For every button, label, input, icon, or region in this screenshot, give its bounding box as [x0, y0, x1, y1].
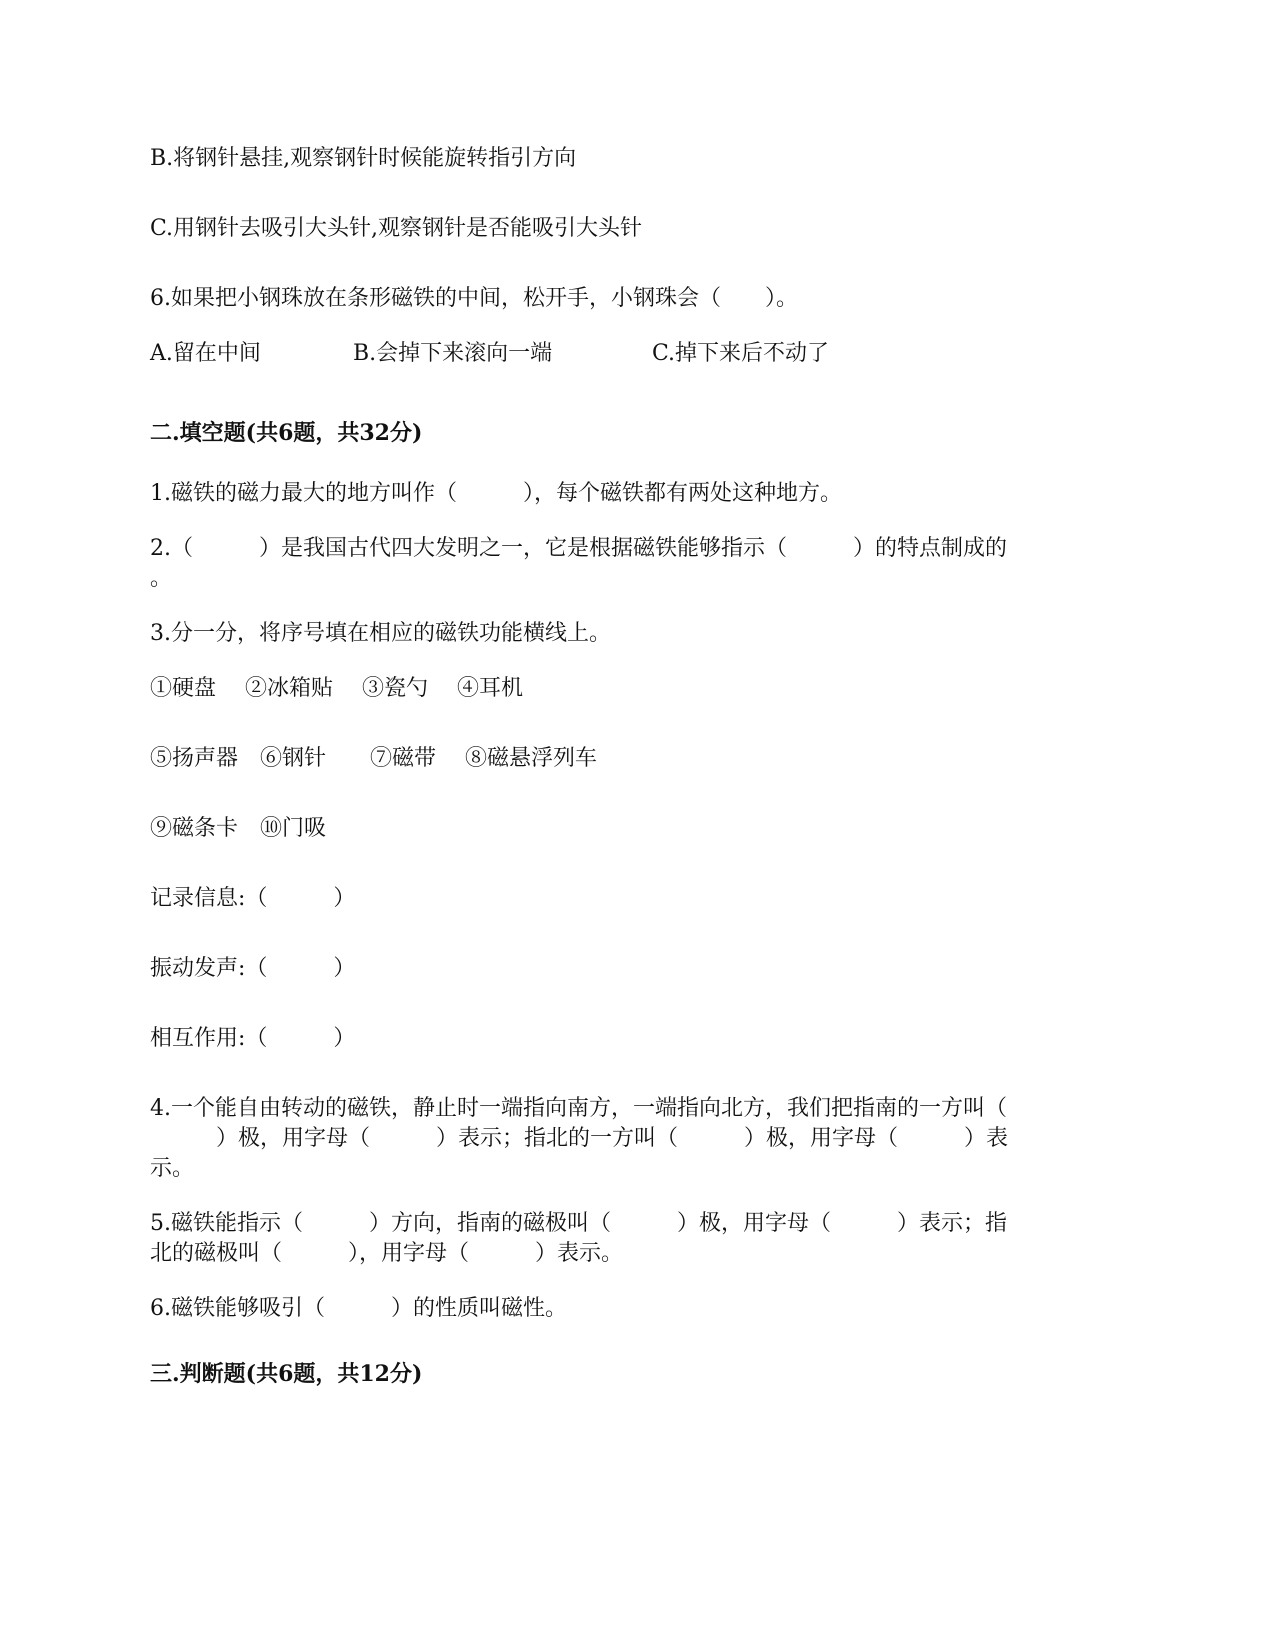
fill-q3-items-row1: ①硬盘 ②冰箱贴 ③瓷勺 ④耳机: [150, 676, 523, 701]
fill-q3-blank-interact: 相互作用:（ ）: [150, 1026, 356, 1051]
fill-q5-line1: 5.磁铁能指示（ ）方向，指南的磁极叫（ ）极，用字母（ ）表示；指: [150, 1211, 1007, 1236]
q6-stem: 6.如果把小钢珠放在条形磁铁的中间，松开手，小钢珠会（ ）。: [150, 286, 798, 311]
fill-q2-line2: 。: [150, 566, 173, 591]
q5-option-c: C.用钢针去吸引大头针,观察钢针是否能吸引大头针: [150, 216, 643, 241]
fill-q3-items-row3: ⑨磁条卡 ⑩门吸: [150, 816, 327, 841]
q6-option-c: C.掉下来后不动了: [652, 341, 830, 366]
fill-q4-line3: 示。: [150, 1156, 195, 1181]
fill-q3-blank-vibrate: 振动发声:（ ）: [150, 956, 356, 981]
fill-q4-line1: 4.一个能自由转动的磁铁，静止时一端指向南方，一端指向北方，我们把指南的一方叫（: [150, 1096, 1007, 1121]
fill-q5-line2: 北的磁极叫（ ），用字母（ ）表示。: [150, 1241, 624, 1266]
fill-q3-items-row2: ⑤扬声器 ⑥钢针 ⑦磁带 ⑧磁悬浮列车: [150, 746, 597, 771]
section-2-title: 二.填空题(共6题，共32分): [150, 420, 423, 446]
fill-q4-line2: ）极，用字母（ ）表示；指北的一方叫（ ）极，用字母（ ）表: [150, 1126, 1009, 1151]
fill-q3-stem: 3.分一分，将序号填在相应的磁铁功能横线上。: [150, 621, 611, 646]
fill-q2-line1: 2.（ ）是我国古代四大发明之一，它是根据磁铁能够指示（ ）的特点制成的: [150, 536, 1007, 561]
q6-option-b: B.会掉下来滚向一端: [353, 341, 553, 366]
section-3-title: 三.判断题(共6题，共12分): [150, 1361, 423, 1387]
fill-q6: 6.磁铁能够吸引（ ）的性质叫磁性。: [150, 1296, 567, 1321]
q5-option-b: B.将钢针悬挂,观察钢针时候能旋转指引方向: [150, 146, 577, 171]
q6-option-a: A.留在中间: [150, 341, 261, 366]
fill-q1: 1.磁铁的磁力最大的地方叫作（ ），每个磁铁都有两处这种地方。: [150, 481, 842, 506]
fill-q3-blank-record: 记录信息:（ ）: [150, 886, 356, 911]
